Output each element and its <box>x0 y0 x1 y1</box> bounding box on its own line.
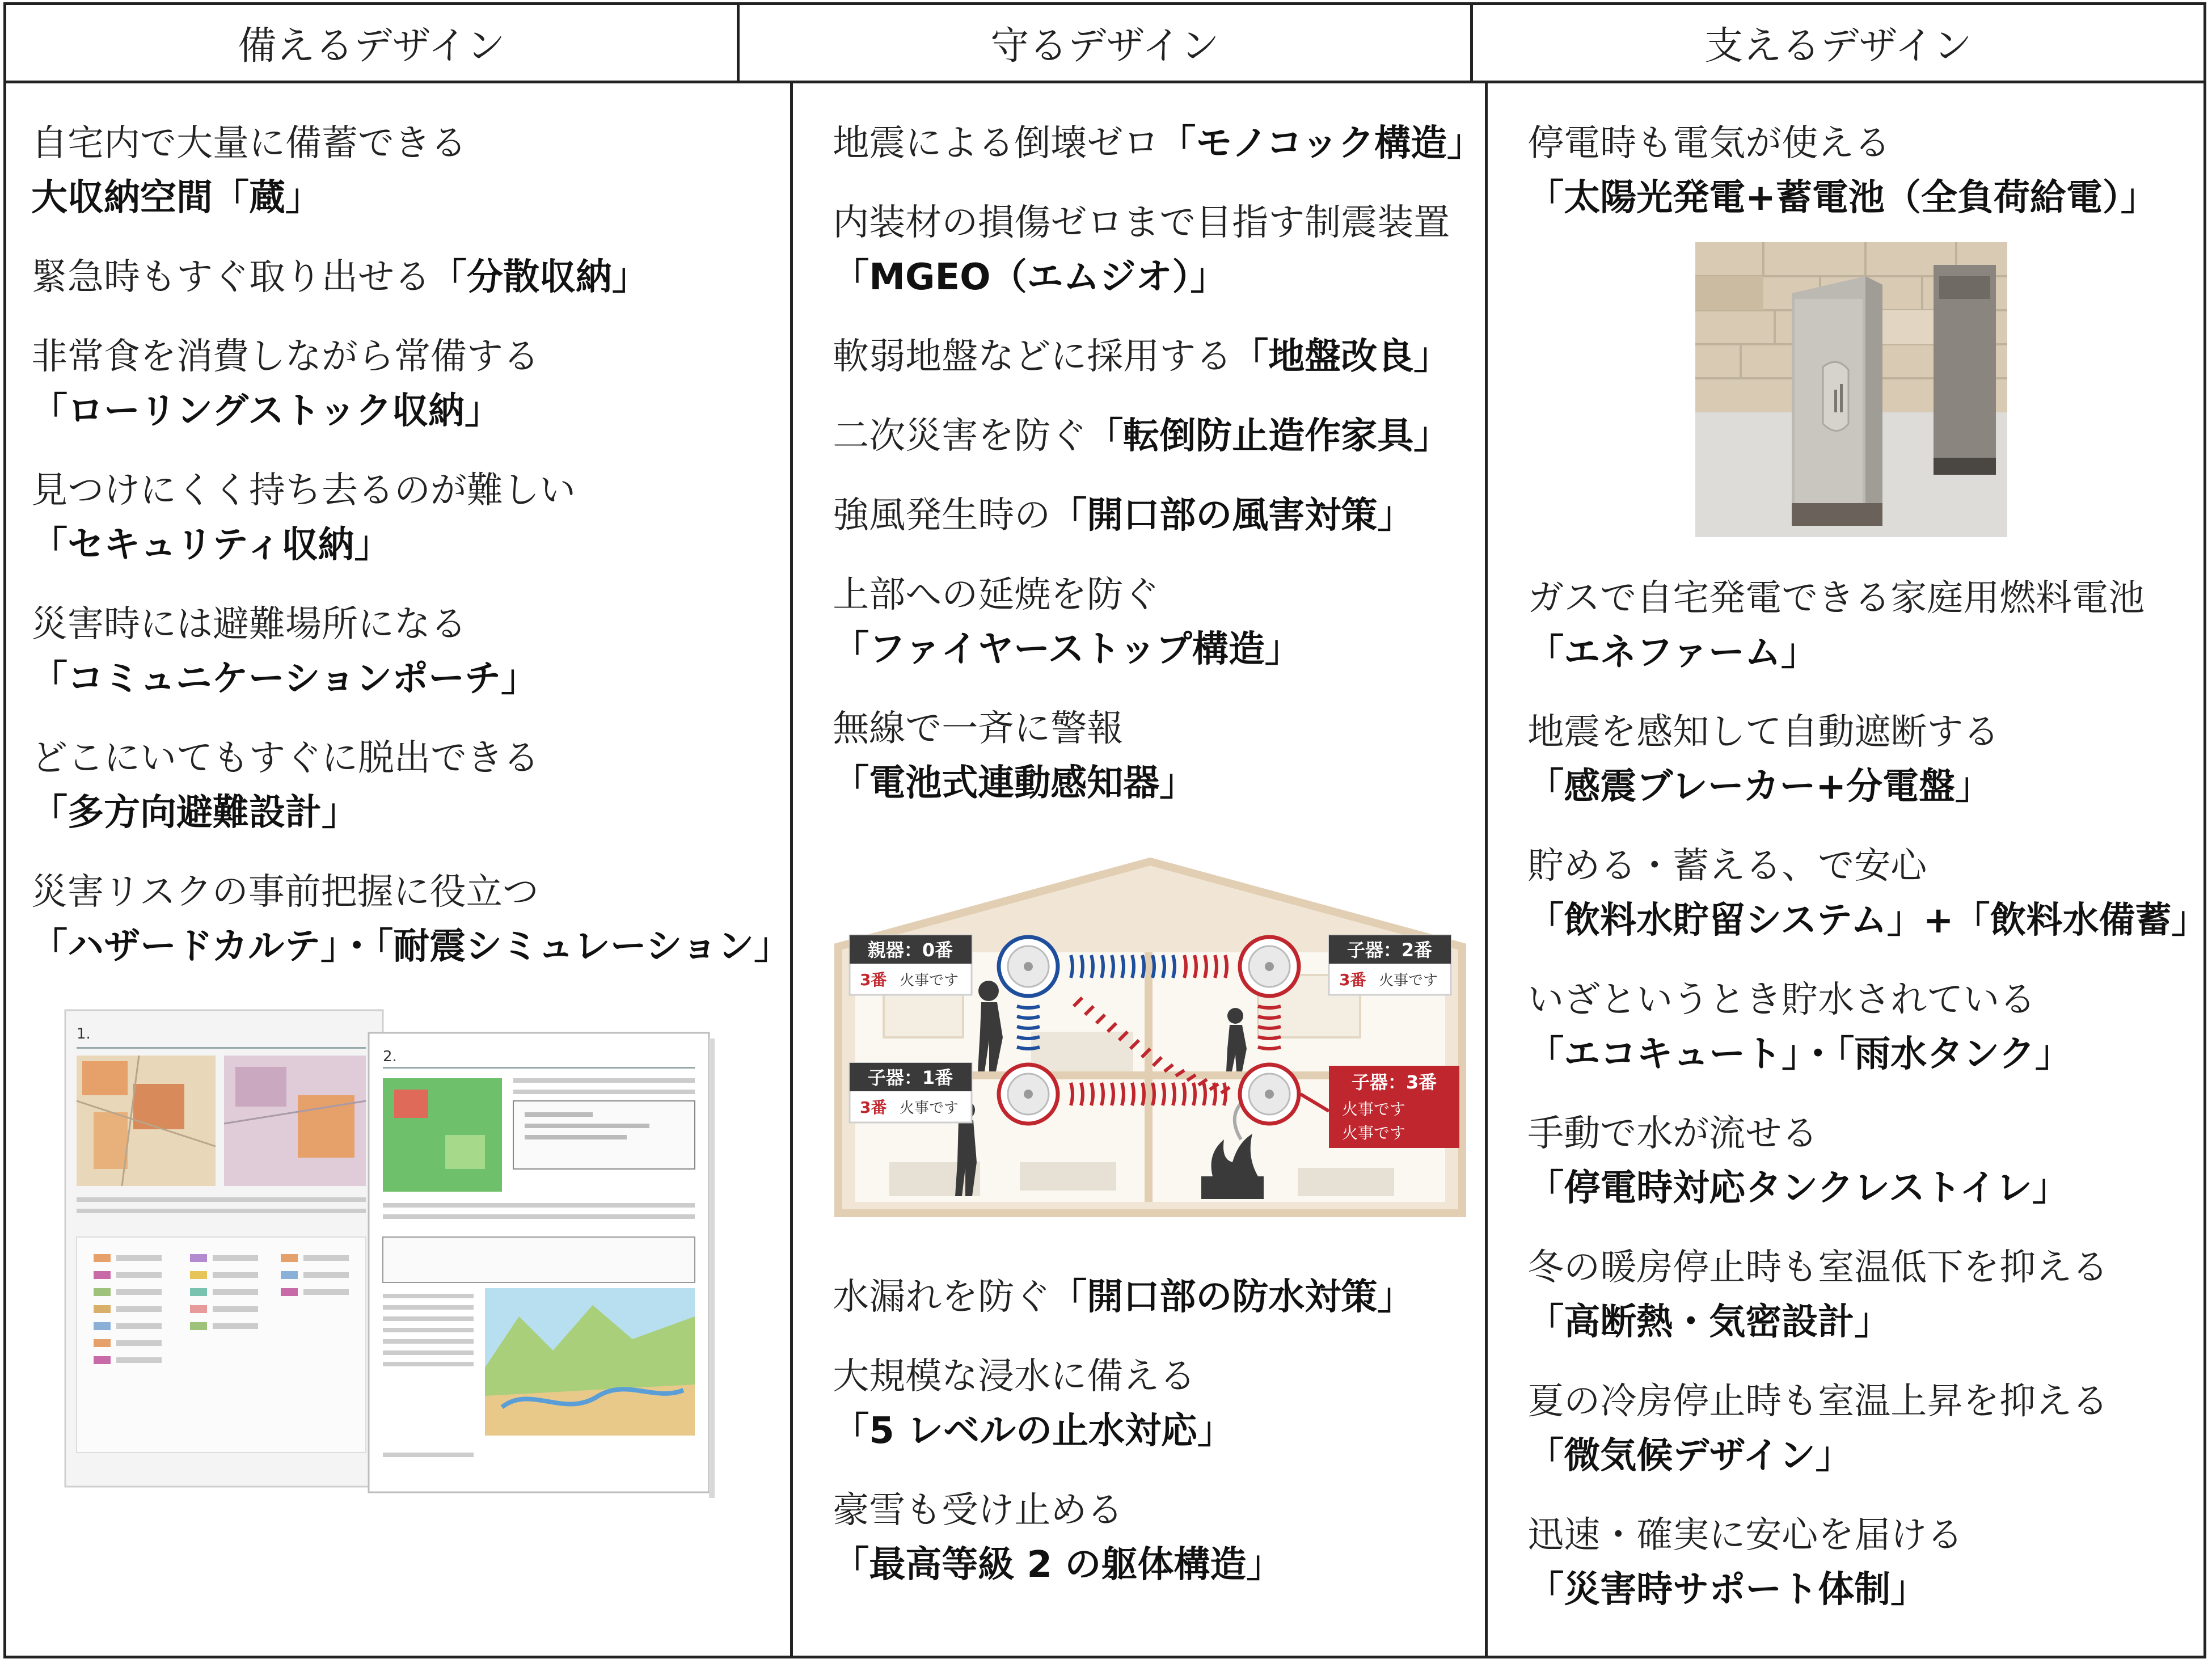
item-description: 迅速・確実に安心を届ける <box>1527 1514 1964 1556</box>
item-description: 豪雪も受け止める <box>833 1489 1124 1531</box>
item-feature-name: 「災害時サポート体制」 <box>1527 1569 1927 1611</box>
list-item <box>31 116 790 225</box>
item-description: 二次災害を防ぐ <box>833 415 1087 457</box>
item-description: 停電時も電気が使える <box>1527 123 1891 164</box>
detector-child-2 <box>1240 937 1299 996</box>
parent-label: 親器：0番 <box>868 939 953 961</box>
item-description: 緊急時もすぐ取り出せる <box>31 256 430 298</box>
report-page-2 <box>369 1033 715 1498</box>
list-item <box>833 330 1485 384</box>
item-feature-name: 「微気候デザイン」 <box>1527 1435 1852 1477</box>
detector-parent <box>999 937 1058 996</box>
item-feature-name: 「多方向避難設計」 <box>31 792 358 834</box>
item-description: 夏の冷房停止時も室温上昇を抑える <box>1527 1381 2109 1423</box>
list-item <box>833 1270 1485 1324</box>
item-description: 大規模な浸水に備える <box>833 1356 1196 1398</box>
parent-status-text: 火事です <box>900 972 959 989</box>
item-feature-name: 「感震ブレーカー+分電盤」 <box>1527 766 1992 808</box>
table-header <box>6 5 2203 83</box>
item-feature-name: 大収納空間「蔵」 <box>31 177 322 219</box>
item-feature-name: 「太陽光発電+蓄電池（全負荷給電）」 <box>1527 177 2157 219</box>
child3-label-box <box>1329 1066 1459 1148</box>
column-sonaeru <box>6 83 790 1656</box>
child2-status-number: 3番 <box>1339 970 1366 989</box>
item-feature-name: 「分散収納」 <box>430 256 648 298</box>
item-description: どこにいてもすぐに脱出できる <box>31 737 539 779</box>
child1-status-text: 火事です <box>900 1100 959 1117</box>
column-sasaeru <box>1485 83 2207 1656</box>
item-description: 強風発生時の <box>833 495 1051 537</box>
list-item <box>31 865 790 974</box>
item-feature-name: 「5 レベルの止水対応」 <box>833 1410 1234 1452</box>
item-feature-name: 「地盤改良」 <box>1232 336 1450 378</box>
item-feature-name: 「最高等級 2 の躯体構造」 <box>833 1544 1283 1586</box>
item-description: 貯める・蓄える、で安心 <box>1527 845 1927 887</box>
item-description: 災害時には避難場所になる <box>31 603 467 645</box>
item-description: 上部への延焼を防ぐ <box>833 574 1160 616</box>
child3-label: 子器：3番 <box>1352 1071 1437 1093</box>
list-item <box>1527 571 2207 680</box>
list-item <box>1527 116 2207 225</box>
list-item <box>833 488 1485 543</box>
item-description: 地震を感知して自動遮断する <box>1527 711 2000 753</box>
item-feature-name: 「電池式連動感知器」 <box>833 762 1196 804</box>
list-item <box>1527 1107 2207 1215</box>
report-page-1 <box>65 1010 383 1487</box>
list-item <box>833 116 1485 171</box>
list-item <box>31 463 790 572</box>
list-item <box>1527 1374 2207 1483</box>
item-feature-name: 「停電時対応タンクレストイレ」 <box>1527 1167 2069 1209</box>
item-feature-name: 「開口部の防水対策」 <box>1050 1276 1414 1318</box>
item-description: 無線で一斉に警報 <box>833 708 1124 750</box>
item-description: 見つけにくく持ち去るのが難しい <box>31 470 576 512</box>
list-item <box>833 1483 1485 1592</box>
item-feature-name: 「開口部の風害対策」 <box>1050 495 1414 537</box>
list-item <box>31 731 790 840</box>
item-description: 水漏れを防ぐ <box>833 1276 1051 1318</box>
comparison-table <box>3 2 2206 1658</box>
item-description: 地震による倒壊ゼロ <box>833 123 1160 164</box>
header-sasaeru: 支えるデザイン <box>1470 5 2203 81</box>
list-item <box>1527 705 2207 814</box>
list-item <box>1527 1508 2207 1617</box>
list-item <box>31 330 790 438</box>
list-item <box>31 597 790 706</box>
hazard-report-illustration <box>54 999 723 1504</box>
column-mamoru <box>790 83 1485 1656</box>
child1-label: 子器：1番 <box>868 1067 953 1088</box>
child1-label-box <box>850 1063 972 1122</box>
list-item <box>31 250 790 305</box>
detector-child-3 <box>1240 1065 1299 1124</box>
storage-battery-photo <box>1695 242 2007 537</box>
item-description: 災害リスクの事前把握に役立つ <box>31 871 539 913</box>
list-item <box>833 409 1485 463</box>
item-description: 手動で水が流せる <box>1527 1113 1818 1155</box>
child2-status-text: 火事です <box>1379 972 1438 989</box>
item-description: 冬の暖房停止時も室温低下を抑える <box>1527 1247 2109 1289</box>
header-sonaeru: 備えるデザイン <box>238 24 505 69</box>
child2-label-box <box>1329 935 1451 995</box>
item-feature-name: 「モノコック構造」 <box>1159 123 1484 164</box>
page1-heading: 1. <box>77 1025 91 1042</box>
list-item <box>1527 839 2207 948</box>
header-mamoru: 守るデザイン <box>737 5 1470 81</box>
list-item <box>833 196 1485 305</box>
item-feature-name: 「コミュニケーションポーチ」 <box>31 658 538 700</box>
page2-heading: 2. <box>383 1048 397 1065</box>
list-item <box>833 568 1485 677</box>
item-feature-name: 「高断熱・気密設計」 <box>1527 1301 1891 1343</box>
child1-status-number: 3番 <box>860 1098 887 1117</box>
list-item <box>1527 1240 2207 1349</box>
child3-fire-text-1: 火事です <box>1342 1100 1406 1118</box>
child2-label: 子器：2番 <box>1347 939 1433 961</box>
list-item <box>1527 973 2207 1082</box>
item-description: 軟弱地盤などに採用する <box>833 336 1232 378</box>
item-feature-name: 「飲料水貯留システム」+「飲料水備蓄」 <box>1527 900 2208 942</box>
item-feature-name: 「ファイヤーストップ構造」 <box>833 628 1301 670</box>
item-feature-name: 「MGEO（エムジオ）」 <box>833 256 1227 298</box>
parent-status-number: 3番 <box>860 970 887 989</box>
item-description: 非常食を消費しながら常備する <box>31 336 539 378</box>
item-feature-name: 「エネファーム」 <box>1527 632 1817 674</box>
item-description: ガスで自宅発電できる家庭用燃料電池 <box>1527 577 2145 619</box>
parent-label-box <box>850 935 972 995</box>
item-feature-name: 「ローリングストック収納」 <box>31 390 501 432</box>
item-feature-name: 「転倒防止造作家具」 <box>1087 415 1450 457</box>
item-description: 内装材の損傷ゼロまで目指す制震装置 <box>833 202 1450 244</box>
item-description: いざというとき貯水されている <box>1527 979 2036 1021</box>
linked-alarm-illustration <box>816 845 1485 1230</box>
item-feature-name: 「セキュリティ収納」 <box>31 524 391 566</box>
child3-fire-text-2: 火事です <box>1342 1124 1406 1142</box>
list-item <box>833 702 1485 811</box>
item-feature-name: 「ハザードカルテ」・「耐震シミュレーション」 <box>31 926 791 968</box>
item-feature-name: 「エコキュート」・「雨水タンク」 <box>1527 1033 2071 1075</box>
list-item <box>833 1349 1485 1458</box>
item-description: 自宅内で大量に備蓄できる <box>31 123 467 164</box>
detector-child-1 <box>999 1065 1058 1124</box>
